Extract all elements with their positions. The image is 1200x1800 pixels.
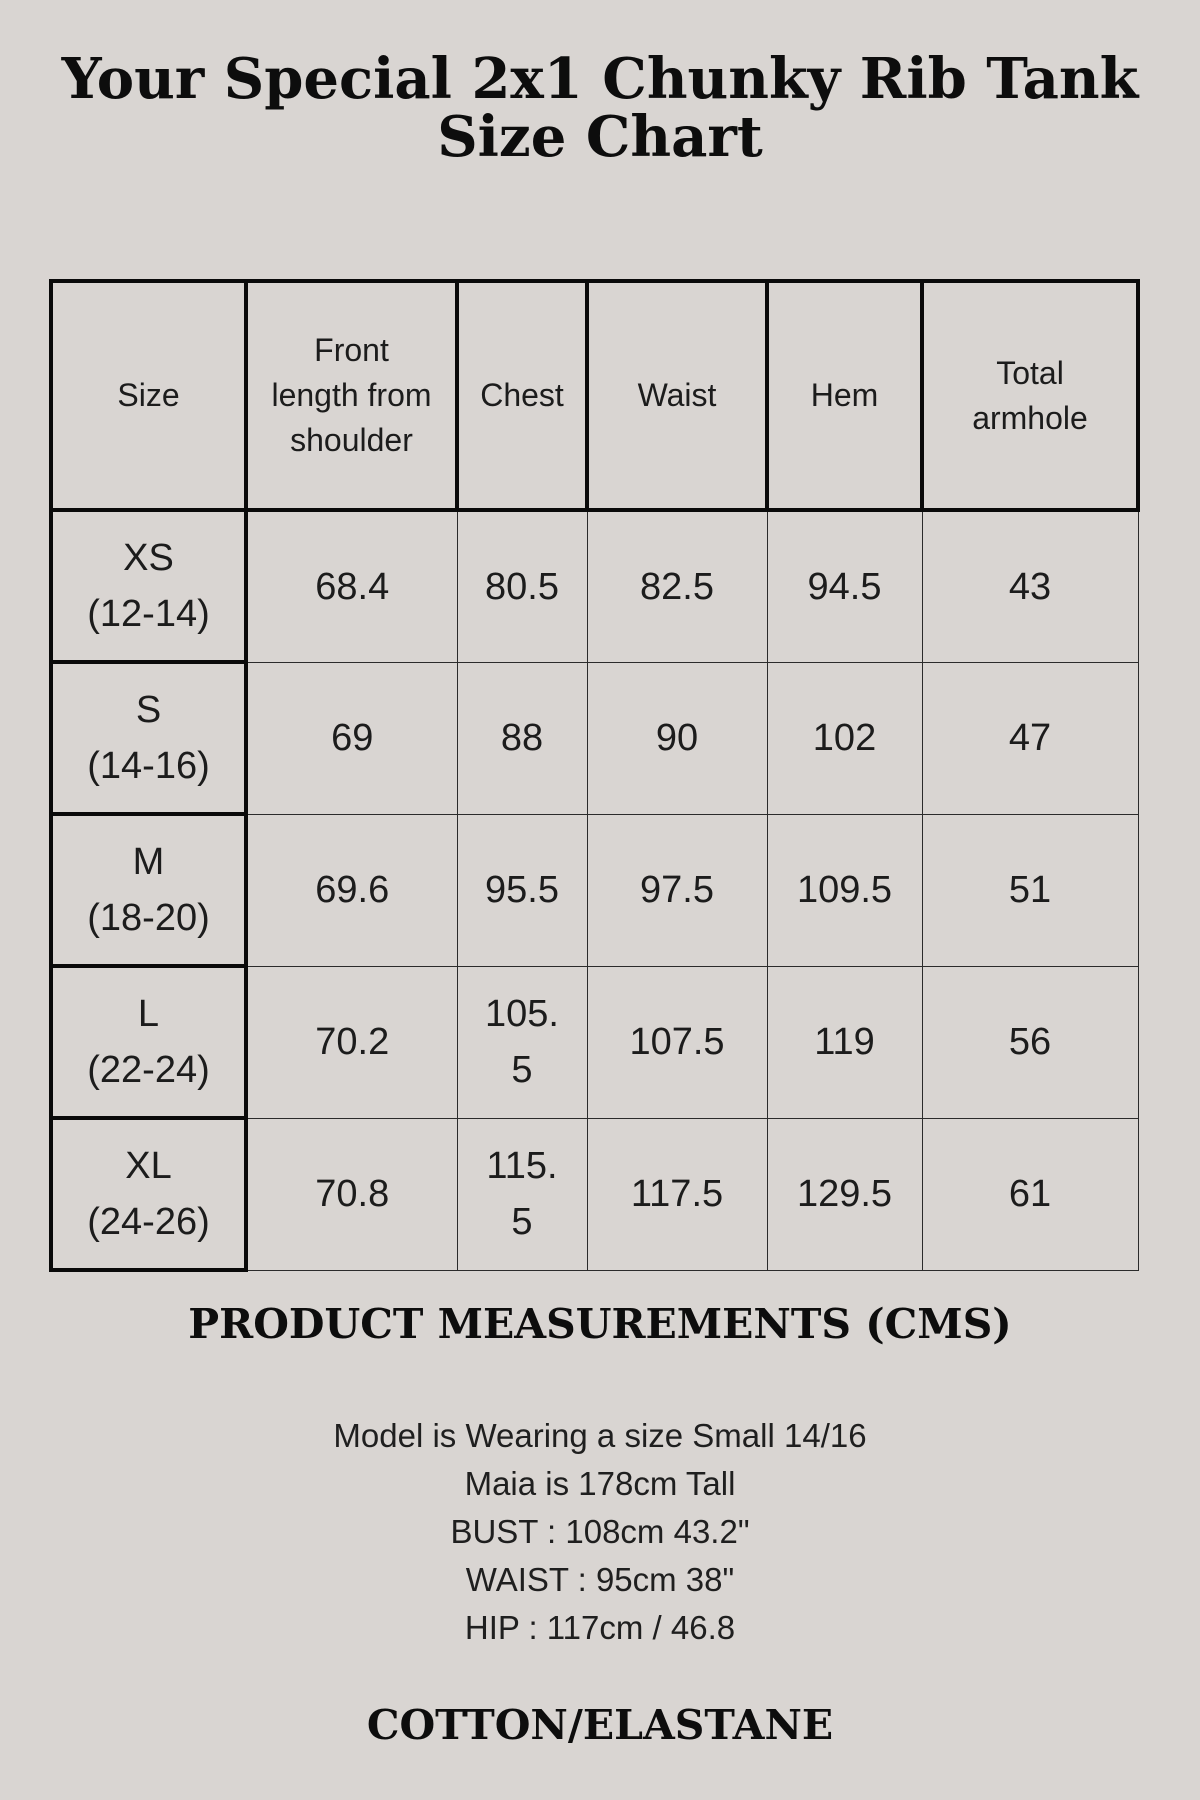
table-row bbox=[51, 662, 1138, 814]
cell-value: 70.8 bbox=[315, 1173, 390, 1215]
model-info-line: Model is Wearing a size Small 14/16 bbox=[333, 1417, 867, 1454]
armhole-cell bbox=[922, 662, 1138, 814]
cell-value: 88 bbox=[500, 717, 544, 759]
cell-value: 95.5 bbox=[485, 869, 559, 911]
cell-value: 105. 5 bbox=[485, 993, 559, 1091]
model-info-line: HIP : 117cm / 46.8 bbox=[464, 1609, 736, 1646]
cell-value: 43 bbox=[1008, 565, 1052, 608]
cell-value: XS (12-14) bbox=[87, 537, 210, 635]
title-line-1: Your Special 2x1 Chunky Rib Tank bbox=[61, 46, 1139, 112]
model-info bbox=[0, 1412, 1200, 1652]
cell-value: 51 bbox=[1008, 869, 1052, 911]
cell-value: 102 bbox=[812, 717, 877, 759]
header-chest bbox=[457, 281, 587, 510]
cell-value: 94.5 bbox=[807, 565, 882, 608]
table-row bbox=[51, 814, 1138, 966]
hem-cell bbox=[767, 966, 922, 1118]
hem-cell bbox=[767, 1118, 922, 1270]
model-info-line: Maia is 178cm Tall bbox=[464, 1465, 736, 1502]
header-size bbox=[51, 281, 246, 510]
header-label: Hem bbox=[810, 377, 879, 413]
fabric-composition: COTTON/ELASTANE bbox=[366, 1701, 834, 1749]
front-length-cell bbox=[246, 814, 457, 966]
front-length-cell bbox=[246, 662, 457, 814]
size-cell bbox=[51, 1118, 246, 1270]
cell-value: 69 bbox=[331, 717, 374, 759]
front-length-cell bbox=[246, 510, 457, 662]
cell-value: 107.5 bbox=[629, 1021, 725, 1063]
cell-value: 90 bbox=[655, 717, 699, 759]
cell-value: S (14-16) bbox=[87, 689, 210, 787]
model-info-line: WAIST : 95cm 38" bbox=[465, 1561, 735, 1598]
armhole-cell bbox=[922, 1118, 1138, 1270]
header-label: Total armhole bbox=[972, 354, 1088, 436]
chest-cell bbox=[457, 814, 587, 966]
model-info-line: BUST : 108cm 43.2" bbox=[450, 1513, 750, 1550]
table-row bbox=[51, 1118, 1138, 1270]
waist-cell bbox=[587, 662, 767, 814]
table-row bbox=[51, 510, 1138, 662]
cell-value: 129.5 bbox=[796, 1173, 893, 1215]
cell-value: 70.2 bbox=[315, 1021, 390, 1063]
header-label: Size bbox=[117, 377, 180, 413]
cell-value: 80.5 bbox=[485, 565, 559, 608]
chest-cell bbox=[457, 966, 587, 1118]
cell-value: 117.5 bbox=[630, 1173, 724, 1215]
cell-value: 119 bbox=[814, 1021, 875, 1063]
chest-cell bbox=[457, 662, 587, 814]
cell-value: 61 bbox=[1008, 1173, 1052, 1215]
cell-value: 69.6 bbox=[315, 869, 390, 911]
waist-cell bbox=[587, 510, 767, 662]
chest-cell bbox=[457, 1118, 587, 1270]
chest-cell bbox=[457, 510, 587, 662]
cell-value: 97.5 bbox=[640, 869, 714, 911]
header-label: Waist bbox=[637, 377, 717, 413]
page-title bbox=[0, 46, 1200, 170]
header-label: Front length from shoulder bbox=[271, 332, 432, 458]
cell-value: M (18-20) bbox=[87, 841, 210, 939]
waist-cell bbox=[587, 1118, 767, 1270]
cell-value: 109.5 bbox=[796, 869, 893, 911]
hem-cell bbox=[767, 510, 922, 662]
size-cell bbox=[51, 662, 246, 814]
size-cell bbox=[51, 510, 246, 662]
header-label: Chest bbox=[480, 377, 564, 413]
cell-value: 68.4 bbox=[315, 565, 390, 608]
front-length-cell bbox=[246, 966, 457, 1118]
size-chart-table bbox=[49, 279, 1140, 1272]
table-header-row bbox=[51, 281, 1138, 510]
cell-value: 47 bbox=[1008, 717, 1052, 759]
cell-value: 115. 5 bbox=[486, 1145, 558, 1243]
armhole-cell bbox=[922, 966, 1138, 1118]
waist-cell bbox=[587, 814, 767, 966]
armhole-cell bbox=[922, 510, 1138, 662]
waist-cell bbox=[587, 966, 767, 1118]
cell-value: XL (24-26) bbox=[87, 1145, 210, 1243]
title-line-2: Size Chart bbox=[437, 104, 763, 170]
header-hem bbox=[767, 281, 922, 510]
table-row bbox=[51, 966, 1138, 1118]
armhole-cell bbox=[922, 814, 1138, 966]
cell-value: 56 bbox=[1008, 1021, 1052, 1063]
cell-value: L (22-24) bbox=[87, 993, 210, 1091]
cell-value: 82.5 bbox=[640, 565, 714, 608]
header-front-length bbox=[246, 281, 457, 510]
hem-cell bbox=[767, 662, 922, 814]
size-cell bbox=[51, 966, 246, 1118]
header-total-armhole bbox=[922, 281, 1138, 510]
hem-cell bbox=[767, 814, 922, 966]
header-waist bbox=[587, 281, 767, 510]
section-heading: PRODUCT MEASUREMENTS (CMS) bbox=[188, 1300, 1012, 1348]
front-length-cell bbox=[246, 1118, 457, 1270]
size-cell bbox=[51, 814, 246, 966]
